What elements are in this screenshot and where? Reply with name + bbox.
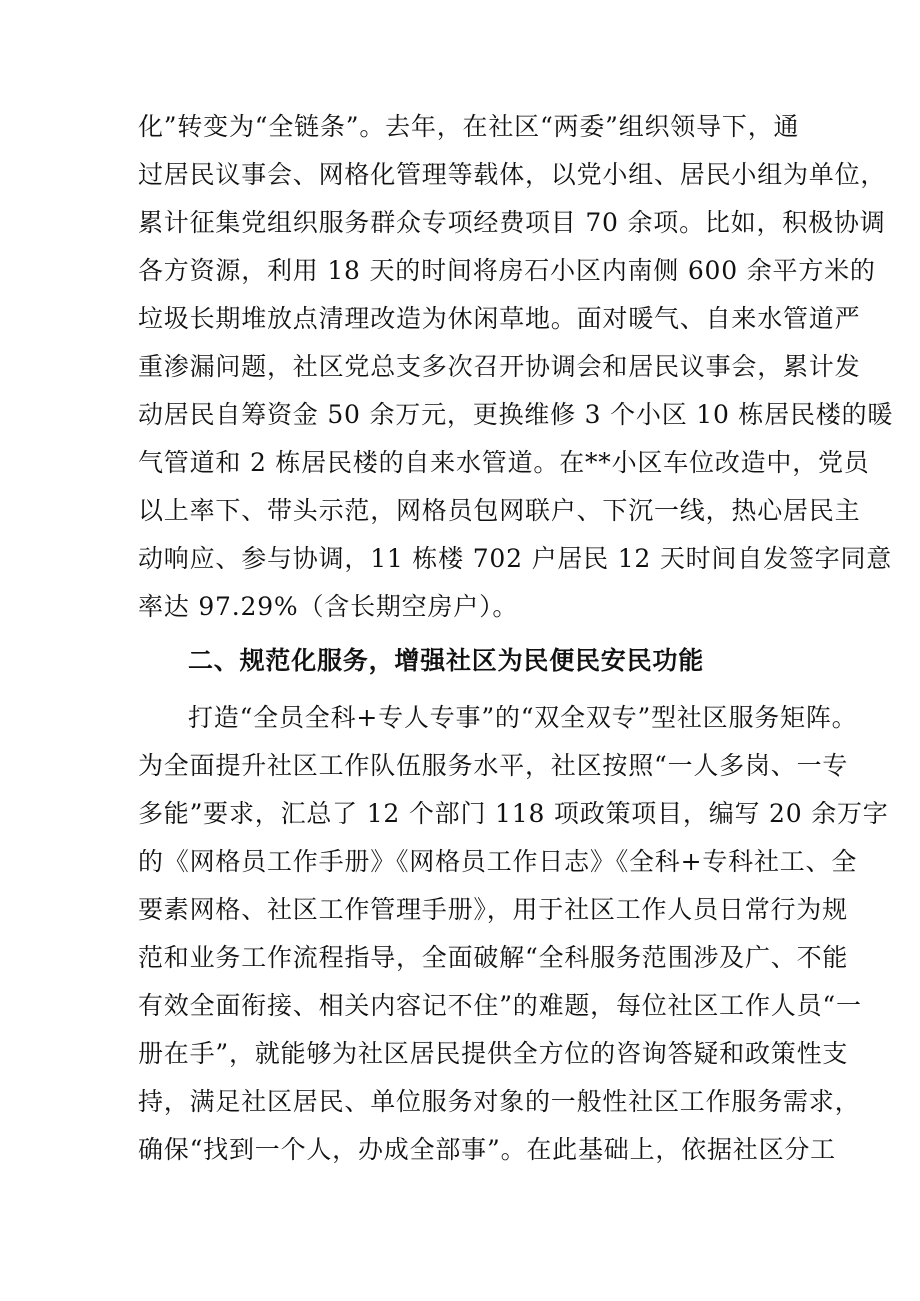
paragraph-line-16: 的《网格员工作手册》《网格员工作日志》《全科+专科社工、全 bbox=[138, 847, 858, 876]
paragraph-line-8: 气管道和 2 栋居民楼的自来水管道。在**小区车位改造中，党员 bbox=[138, 448, 870, 477]
paragraph-line-5: 垃圾长期堆放点清理改造为休闲草地。面对暖气、自来水管道严 bbox=[138, 304, 861, 333]
paragraph-line-18: 范和业务工作流程指导，全面破解“全科服务范围涉及广、不能 bbox=[138, 943, 849, 972]
paragraph-line-1: 化”转变为“全链条”。去年，在社区“两委”组织领导下，通 bbox=[138, 112, 800, 141]
paragraph-line-11: 率达 97.29%（含长期空房户）。 bbox=[138, 592, 519, 621]
paragraph-line-22: 确保“找到一个人，办成全部事”。在此基础上，依据社区分工 bbox=[138, 1135, 836, 1164]
paragraph-line-14: 为全面提升社区工作队伍服务水平，社区按照“一人多岗、一专 bbox=[138, 751, 849, 780]
section-heading: 二、规范化服务，增强社区为民便民安民功能 bbox=[188, 646, 705, 675]
paragraph-line-17: 要素网格、社区工作管理手册》，用于社区工作人员日常行为规 bbox=[138, 895, 848, 924]
paragraph-line-19: 有效全面衔接、相关内容记不住”的难题，每位社区工作人员“一 bbox=[138, 991, 862, 1020]
paragraph-line-9: 以上率下、带头示范，网格员包网联户、下沉一线，热心居民主 bbox=[138, 496, 861, 525]
paragraph-line-7: 动居民自筹资金 50 余万元，更换维修 3 个小区 10 栋居民楼的暖 bbox=[138, 400, 894, 429]
paragraph-line-20: 册在手”，就能够为社区居民提供全方位的咨询答疑和政策性支 bbox=[138, 1039, 849, 1068]
paragraph-line-10: 动响应、参与协调，11 栋楼 702 户居民 12 天时间自发签字同意 bbox=[138, 544, 893, 573]
paragraph-line-4: 各方资源，利用 18 天的时间将房石小区内南侧 600 余平方米的 bbox=[138, 256, 876, 285]
paragraph-line-21: 持，满足社区居民、单位服务对象的一般性社区工作服务需求， bbox=[138, 1087, 861, 1116]
paragraph-line-15: 多能”要求，汇总了 12 个部门 118 项政策项目，编写 20 余万字 bbox=[138, 799, 889, 828]
paragraph-line-13: 打造“全员全科+专人专事”的“双全双专”型社区服务矩阵。 bbox=[188, 703, 858, 732]
paragraph-line-6: 重渗漏问题，社区党总支多次召开协调会和居民议事会，累计发 bbox=[138, 352, 861, 381]
paragraph-line-3: 累计征集党组织服务群众专项经费项目 70 余项。比如，积极协调 bbox=[138, 208, 886, 237]
paragraph-line-2: 过居民议事会、网格化管理等载体，以党小组、居民小组为单位， bbox=[138, 160, 887, 189]
